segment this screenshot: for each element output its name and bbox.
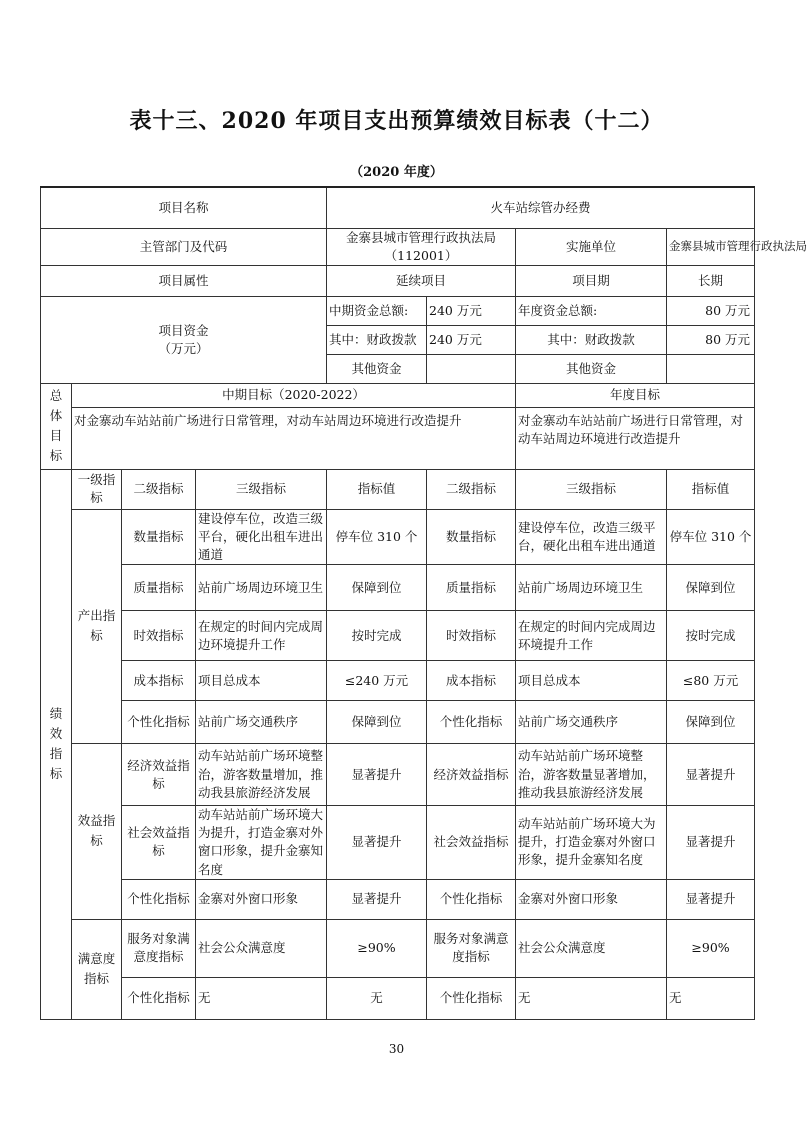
header-level2-year: 二级指标 <box>427 469 516 509</box>
cell-l2-year: 成本指标 <box>427 661 516 701</box>
cell-value: 保障到位 <box>327 701 427 744</box>
cell-l2-year: 质量指标 <box>427 565 516 611</box>
year-other-value <box>667 354 755 383</box>
cell-l2: 服务对象满意度指标 <box>122 919 196 977</box>
perf-indicator-label: 绩效指标 <box>41 469 72 1019</box>
cell-l2-year: 时效指标 <box>427 611 516 661</box>
table-row <box>41 509 755 564</box>
period-label: 项目期 <box>516 265 667 296</box>
cell-value-year: 按时完成 <box>667 611 755 661</box>
cell-l2: 个性化指标 <box>122 977 196 1019</box>
table-row <box>41 744 755 806</box>
year-target-header: 年度目标 <box>516 383 755 407</box>
cell-l2: 个性化指标 <box>122 879 196 919</box>
cell-l2: 质量指标 <box>122 565 196 611</box>
year-total-value: 80 万元 <box>667 296 755 325</box>
cell-value-year: 显著提升 <box>667 806 755 880</box>
cell-l2: 成本指标 <box>122 661 196 701</box>
table-row <box>41 879 755 919</box>
cell-l3-year: 项目总成本 <box>516 661 667 701</box>
overall-target-label: 总体目标 <box>41 383 72 469</box>
cell-l3-year: 社会公众满意度 <box>516 919 667 977</box>
cell-value: 按时完成 <box>327 611 427 661</box>
year-fiscal-label: 其中：财政拨款 <box>516 325 667 354</box>
cell-l2-year: 个性化指标 <box>427 879 516 919</box>
cell-l3: 动车站站前广场环境整治，游客数量增加，推动我县旅游经济发展 <box>196 744 327 806</box>
cell-l3: 无 <box>196 977 327 1019</box>
cell-l3-year: 无 <box>516 977 667 1019</box>
cell-l3: 站前广场周边环境卫生 <box>196 565 327 611</box>
cell-value-year: 无 <box>667 977 755 1019</box>
performance-target-table <box>40 186 807 1020</box>
impl-value: 金寨县城市管理行政执法局 <box>667 228 755 265</box>
header-value: 指标值 <box>327 469 427 509</box>
cell-value: 显著提升 <box>327 806 427 880</box>
group-effect: 效益指标 <box>72 744 122 920</box>
cell-l2-year: 经济效益指标 <box>427 744 516 806</box>
table-row <box>41 977 755 1019</box>
mid-total-value: 240 万元 <box>427 296 516 325</box>
cell-value: 停车位 310 个 <box>327 509 427 564</box>
cell-l2: 个性化指标 <box>122 701 196 744</box>
project-name-label: 项目名称 <box>41 187 327 228</box>
cell-value-year: 显著提升 <box>667 879 755 919</box>
cell-l2-year: 个性化指标 <box>427 701 516 744</box>
cell-l3: 项目总成本 <box>196 661 327 701</box>
cell-l2: 经济效益指标 <box>122 744 196 806</box>
mid-total-label: 中期资金总额: <box>327 296 427 325</box>
cell-value: 显著提升 <box>327 744 427 806</box>
table-row <box>41 661 755 701</box>
cell-value-year: 显著提升 <box>667 744 755 806</box>
cell-value: 显著提升 <box>327 879 427 919</box>
year-total-label: 年度资金总额: <box>516 296 667 325</box>
mid-other-label: 其他资金 <box>327 354 427 383</box>
table-row <box>41 701 755 744</box>
cell-l2-year: 社会效益指标 <box>427 806 516 880</box>
cell-l3-year: 建设停车位，改造三级平台，硬化出租车进出通道 <box>516 509 667 564</box>
cell-l2-year: 数量指标 <box>427 509 516 564</box>
cell-value-year: ≥90% <box>667 919 755 977</box>
period-value: 长期 <box>667 265 755 296</box>
mid-other-value <box>427 354 516 383</box>
cell-l2: 数量指标 <box>122 509 196 564</box>
year-subtitle: （2020 年度） <box>350 165 443 180</box>
attr-label: 项目属性 <box>41 265 327 296</box>
cell-l3: 建设停车位，改造三级平台，硬化出租车进出通道 <box>196 509 327 564</box>
mid-fiscal-value: 240 万元 <box>427 325 516 354</box>
table-row <box>41 919 755 977</box>
funds-unit: （万元） <box>158 340 209 356</box>
table-row <box>41 565 755 611</box>
cell-value: ≥90% <box>327 919 427 977</box>
group-satisfaction: 满意度指标 <box>72 919 122 1019</box>
page-title: 表十三、2020 年项目支出预算绩效目标表（十二） <box>129 108 664 134</box>
year-other-label: 其他资金 <box>516 354 667 383</box>
cell-value: ≤240 万元 <box>327 661 427 701</box>
header-level2: 二级指标 <box>122 469 196 509</box>
year-target-text: 对金寨动车站站前广场进行日常管理，对动车站周边环境进行改造提升 <box>516 407 755 469</box>
cell-l3-year: 站前广场周边环境卫生 <box>516 565 667 611</box>
group-output: 产出指标 <box>72 509 122 743</box>
attr-value: 延续项目 <box>327 265 516 296</box>
cell-l3-year: 在规定的时间内完成周边环境提升工作 <box>516 611 667 661</box>
funds-label <box>41 296 327 383</box>
cell-value: 无 <box>327 977 427 1019</box>
header-value-year: 指标值 <box>667 469 755 509</box>
mid-fiscal-label: 其中：财政拨款 <box>327 325 427 354</box>
cell-value-year: 保障到位 <box>667 701 755 744</box>
cell-l3: 金寨对外窗口形象 <box>196 879 327 919</box>
cell-l3-year: 动车站站前广场环境整治，游客数量显著增加，推动我县旅游经济发展 <box>516 744 667 806</box>
cell-l2: 社会效益指标 <box>122 806 196 880</box>
funds-label-text: 项目资金 <box>158 322 209 338</box>
cell-l3-year: 动车站站前广场环境大为提升，打造金寨对外窗口形象，提升金寨知名度 <box>516 806 667 880</box>
cell-l2-year: 服务对象满意度指标 <box>427 919 516 977</box>
header-level1: 一级指标 <box>72 469 122 509</box>
cell-value-year: 保障到位 <box>667 565 755 611</box>
table-row <box>41 806 755 880</box>
mid-target-text: 对金寨动车站站前广场进行日常管理，对动车站周边环境进行改造提升 <box>72 407 516 469</box>
cell-l3-year: 金寨对外窗口形象 <box>516 879 667 919</box>
cell-l2-year: 个性化指标 <box>427 977 516 1019</box>
cell-l2: 时效指标 <box>122 611 196 661</box>
header-level3-year: 三级指标 <box>516 469 667 509</box>
mid-target-header: 中期目标（2020-2022） <box>72 383 516 407</box>
cell-l3-year: 站前广场交通秩序 <box>516 701 667 744</box>
project-name-value: 火车站综管办经费 <box>327 187 755 228</box>
table-row <box>41 611 755 661</box>
cell-value-year: ≤80 万元 <box>667 661 755 701</box>
cell-l3: 在规定的时间内完成周边环境提升工作 <box>196 611 327 661</box>
cell-l3: 社会公众满意度 <box>196 919 327 977</box>
cell-l3: 动车站站前广场环境大为提升，打造金寨对外窗口形象，提升金寨知名度 <box>196 806 327 880</box>
dept-label: 主管部门及代码 <box>41 228 327 265</box>
header-level3: 三级指标 <box>196 469 327 509</box>
dept-value: 金寨县城市管理行政执法局（112001） <box>327 228 516 265</box>
impl-label: 实施单位 <box>516 228 667 265</box>
year-fiscal-value: 80 万元 <box>667 325 755 354</box>
cell-value: 保障到位 <box>327 565 427 611</box>
page-number: 30 <box>388 1042 405 1056</box>
cell-l3: 站前广场交通秩序 <box>196 701 327 744</box>
cell-value-year: 停车位 310 个 <box>667 509 755 564</box>
